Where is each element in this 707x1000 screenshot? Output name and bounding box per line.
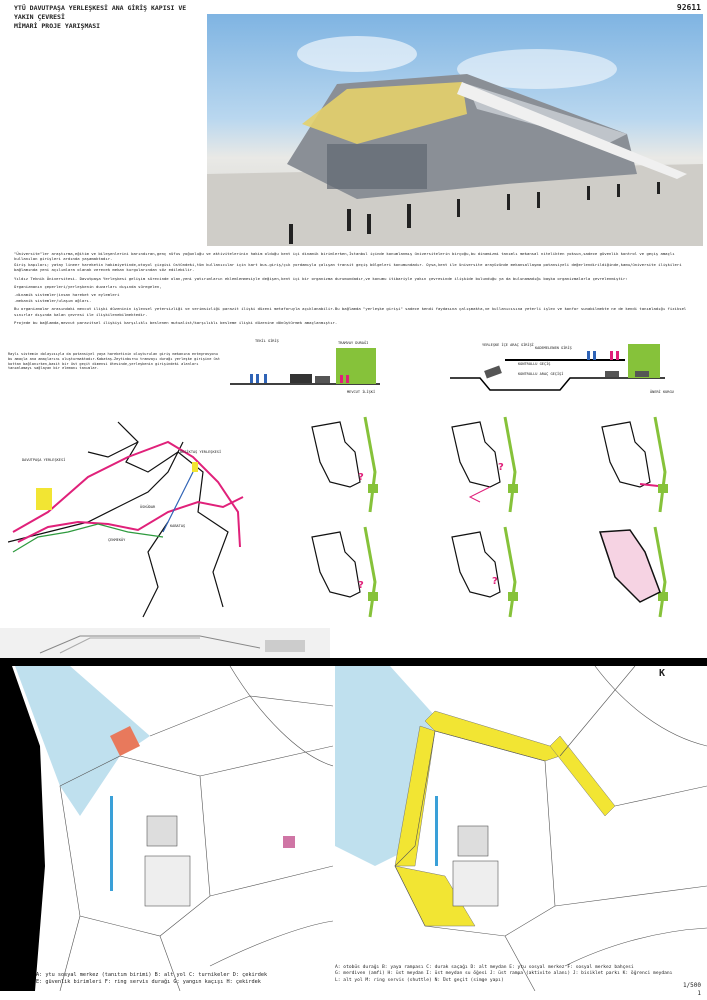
render-illustration: [207, 14, 703, 246]
site-photo-strip: [0, 628, 330, 658]
paragraph-2: Yıldız Teknik Üniversitesi- Davutpaşa Yerleşkesi gelişim sürecinde olan,yeni yatırımların eklemlenmesiyle değişen,kent içi bir organizma durumundadır,ve konumu itibariyle yakın çevresinde ilişkide bulunduğu ya da bulunamadığı başka organizmalarla çevrelenmiştir:: [14, 275, 628, 281]
legend-upper-line-2: G: merdiven (amfi) H: üst meydan I: üst meydan su öğesi J: üst rampa (aktivite alanı) J: bisiklet parkı K: öğrenci meydanı: [335, 971, 673, 977]
north-arrow: K: [659, 668, 666, 679]
paragraph-6: Bu organizmalar arasındaki mevcut ilişki düzeninin işlevsel yetersizliği ve verimsizliği parazit ilişki düzeni metaforuyla açıklanabilir.Bu bağlamda "yerleşke girişi" sadece kendi faydasına çalışmakta,ve kullanıcısına yeterli işlev ve konfor sunabilmekte ne de kendi tanımladığı fiziksel sınırlar dışında kalan çevresi ile ilişkilenebilmektedir.: [14, 306, 687, 317]
map-label-cekmekoy: ÇEKMEKÖY: [108, 538, 126, 542]
legend-lower-line-2: E: güvenlik birimleri F: ring servis durağı G: yangın kaçışı H: çekirdek: [36, 979, 261, 985]
label-existing: MEVCUT İLİŞKİ: [347, 390, 376, 394]
plans-top-bar: [0, 658, 707, 666]
legend-upper-line-3: L: alt yol M: ring servis (shuttle) N: Üst geçit (simge yapı): [335, 977, 504, 983]
page-number: 1: [697, 990, 701, 997]
paragraph-5: .mekanik sistemler/ulaşım ağları.: [14, 297, 92, 303]
side-text: Raylı sistemin dolayısıyla da potansiyel yaya hareketinin oluşturulan giriş mekanına entegrasyonu bu amaçla ana amaçlarını oluşturmaktadır.Kabataş-Zeytinburnu tramvayı durağı yerleşke girişine üst kottan bağlanırken,basit bir üst geçit dimensi ötesinde,yerleşkenin girişindeki alanları tanımlamayı sağlayan bir elemanı tanımlar.: [8, 352, 221, 371]
city-map: [8, 412, 258, 622]
label-staged-entry: KADEMELENEN GİRİŞ: [535, 346, 572, 350]
label-single-entry: TEKİL GİRİŞ: [255, 339, 279, 343]
existing-section: [230, 338, 380, 398]
concept-text: [14, 251, 694, 325]
paragraph-4: .dinamik sistemler(insan hareket ve eylemleri: [14, 292, 120, 298]
label-proposal: ÖNERİ KURGU: [650, 390, 674, 394]
paragraph-1b: Giriş kapıları; yatay lineer hareketin hakimiyetinde,otoyol çizgisi üstündeki,tüm kullanıcılar için kart bus-giriş/çık yordamıyla çalışan transit geçiş bölgeleri konumundadır. Oysa,kent ile üniversite arayüzünde mekansallaşma potansiyeli değerlendirildiğinde,kamu/üniversite ilişkileri bağlamında yeni açılımlara olanak verecek mekan kurgularından söz edilebilir.: [14, 261, 682, 273]
label-controlled-pass: KONTROLLU GEÇİŞ: [518, 362, 551, 366]
svg-text:?: ?: [498, 462, 504, 473]
plan-upper-level: [335, 666, 707, 991]
svg-text:?: ?: [358, 580, 364, 591]
legend-upper-line-1: A: otobüs durağı B: yaya rampası C: durak saçağı D: alt meydan E: ytu sosyal merkez F: sosyal merkez bahçesi: [335, 965, 634, 970]
paragraph-7: Projede bu bağlamda,mevcut parazitsel ilişkiyi karşılıklı beslenen mutualist/karşılıklı besleme ilişki düzenine dönüştürmek amaçlanmıştır.: [14, 320, 338, 326]
map-label-davutpasa: DAVUTPAŞA YERLEŞKESİ: [22, 458, 66, 462]
paragraph-3: Organizmanın çeperleri/yerleşkenin duvarları dışında süregelen,: [14, 284, 162, 290]
paragraph-1: "Üniversite"ler araştırma,eğitim ve bileşenlerini barındıran,genç nüfus yoğunluğu ve aktivitelerinin hakim olduğu kent içi dinamik birimlerken,İstanbul içinde konumlanmış üniversitelerin birçoğu,bu dinamizmi tanımlı mekansal nitelikten yoksun,sadece güvenlik kontrol ve geçiş amaçlı kullanılan girişleri ardında yaşamaktadır.: [14, 251, 675, 262]
plan-lower-level: [0, 666, 333, 991]
svg-text:?: ?: [358, 472, 364, 483]
title-line-2: MİMARİ PROJE YARIŞMASI: [14, 22, 101, 30]
map-label-besiktas: BESİKTAŞ YERLEŞKESİ: [180, 450, 222, 454]
label-vehicle-pass: KONTROLLU ARAÇ GEÇİŞİ: [518, 372, 564, 376]
svg-text:?: ?: [492, 576, 498, 587]
map-label-kabatas: KABATAŞ: [170, 524, 186, 528]
label-tram-stop: TRAMVAY DURAĞI: [338, 341, 369, 345]
perspective-render: [207, 14, 703, 246]
scale-text: 1/500: [682, 982, 701, 989]
diagram-grid: [300, 412, 700, 622]
label-campus-vehicle-entry: YERLEŞKE İÇE ARAÇ GİRİŞİ: [482, 343, 534, 347]
legend-lower-plan: [36, 972, 326, 986]
title-line-1: YTÜ DAVUTPAŞA YERLEŞKESİ ANA GİRİŞ KAPISI VE YAKIN ÇEVRESİ: [14, 4, 187, 21]
entry-code: 92611: [676, 3, 701, 12]
page-title: [14, 4, 204, 31]
legend-lower-line-1: A: ytu sosyal merkez (tanıtım birimi) B: alt yol C: turnikeler D: çekirdek: [36, 972, 268, 978]
legend-upper-plan: [335, 965, 700, 984]
map-label-uskudar: ÜSKÜDAR: [140, 505, 156, 509]
